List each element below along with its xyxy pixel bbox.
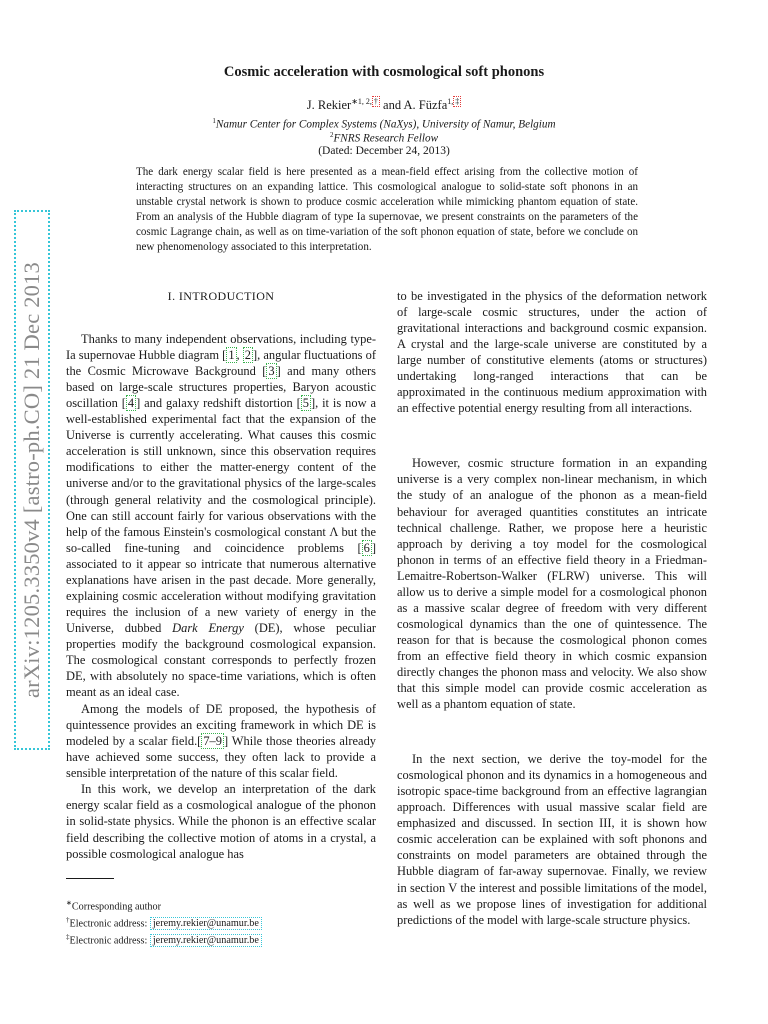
text-run: ] and many others based on large-scale structures properties, Baryon acoustic oscillation [	[66, 364, 376, 411]
footnote-rule	[66, 878, 114, 879]
left-column	[66, 288, 376, 862]
intro-paragraph-3: In this work, we develop an interpretation of the dark energy scalar field as a cosmological analogue of the phonon in solid-state physics. While the phonon is an effective scalar field describing the collective motion of atoms in a crystal, a possible cosmological analogue has	[66, 782, 376, 861]
footnote-text: Corresponding author	[71, 901, 162, 913]
citation-6[interactable]: 6	[363, 540, 370, 555]
arxiv-identifier-text: arXiv:1205.3350v4 [astro-ph.CO] 21 Dec 2013	[19, 261, 44, 699]
author-separator-fuzfa: and A. Füzfa	[379, 98, 448, 113]
citation-3[interactable]: 3	[268, 364, 275, 379]
right-column	[397, 288, 707, 928]
affiliation-2-text: FNRS Research Fellow	[333, 132, 439, 145]
affiliation-1-text: Namur Center for Complex Systems (NaXys), University of Namur, Belgium	[215, 118, 556, 131]
citation-1[interactable]: 1	[228, 348, 235, 363]
intro-paragraph-5: In the next section, we derive the toy-model for the cosmological phonon and its dynamics in a homogeneous and isotropic space-time background from an effective lagrangian approach. Differences with usual massive scalar field are emphasized and discussed. In section III, it is shown how cosmic acceleration can be explained with soft phonons and constraints on model parameters are obtained through the Hubble diagram of far-away supernovae. Finally, we review in section V the interest and possible limitations of the model, as well as we propose lines of investigation for additional predictions of the model with large-scale structure physics.	[397, 752, 707, 927]
intro-paragraph-1	[66, 331, 376, 700]
email-link-2[interactable]: jeremy.rekier@unamur.be	[150, 934, 262, 947]
footnote-email-1	[66, 914, 386, 931]
text-run: ] While those theories already have achieved some success, they often lack to provide a sensible interpretation of the nature of this scalar field.	[66, 733, 377, 780]
abstract-text: The dark energy scalar field is here presented as a mean-field effect arising from the collective motion of interacting structures on an expanding lattice. This cosmological analogue to solid-state soft phonons in an unstable crystal network is shown to produce cosmic acceleration while mimicking phantom equation of state. From an analysis of the Hubble diagram of type Ia supernovae, we present constraints on the parameters of the cosmic Lagrange chain, as well as on time-variation of the soft phonon equation of state, before we conclude on new phenomenology associated to this interpretation.	[136, 166, 638, 254]
text-run: ,	[236, 348, 243, 363]
citation-4[interactable]: 4	[127, 396, 135, 411]
footnote-link-double-dagger[interactable]: ‡	[455, 97, 460, 106]
paper-title: Cosmic acceleration with cosmological soft phonons	[223, 64, 545, 80]
author-rekier-marks: ∗1, 2,	[351, 97, 372, 106]
affiliation-2	[0, 131, 768, 145]
author-line	[0, 97, 768, 113]
citation-2[interactable]: 2	[244, 348, 251, 363]
footnote-mark: †	[66, 915, 70, 924]
emphasis-dark-energy: Dark Energy	[172, 620, 244, 635]
text-run: ], it is now a well-established experimental fact that the expansion of the Universe is currently accelerating. What causes this cosmic acceleration is still unknown, since this observation requires modifications to either the matter-energy content of the universe and/or to the gravitational physics of the large-scales (through general relativity and the cosmological principle). One can still account fairly for various observations with the help of the famous Einstein's cosmological constant Λ but the so-called fine-tuning and coincidence problems [	[66, 396, 376, 555]
section-heading-introduction: I. INTRODUCTION	[167, 289, 275, 303]
author-fuzfa-marks: 1,	[447, 97, 454, 106]
text-run: Thanks to many independent observations, including type-Ia supernovae Hubble diagram [	[66, 332, 376, 363]
footnote-label: Electronic address:	[69, 935, 150, 947]
footnote-mark: ∗	[66, 899, 72, 907]
text-run: ] and galaxy redshift distortion [	[136, 396, 301, 411]
affiliation-2-mark: 2	[329, 131, 334, 139]
intro-paragraph-2	[66, 701, 376, 781]
dated-line: (Dated: December 24, 2013)	[318, 145, 450, 157]
affiliation-1	[0, 117, 768, 131]
footnote-link-dagger[interactable]: †	[373, 97, 378, 106]
text-run: (DE), whose peculiar properties modify the background cosmological expansion. The cosmological constant corresponds to perfectly frozen DE, with absolutely no space-time variations, which is often meant as an ideal case.	[66, 620, 376, 700]
text-run: ], angular fluctuations of the Cosmic Microwave Background [	[66, 348, 376, 379]
footnote-email-2	[66, 931, 386, 948]
arxiv-identifier-stamp[interactable]	[14, 210, 50, 750]
citation-5[interactable]: 5	[302, 396, 309, 411]
text-run: ] associated to it appear so intricate that numerous alternative explanations have arisen in the past decade. More generally, explaining cosmic acceleration without modifying gravitation requires the inclusion of a new variety of energy in the Universe, dubbed	[66, 540, 376, 635]
author-rekier: J. Rekier	[306, 98, 352, 113]
abstract	[136, 165, 638, 256]
footnote-mark: ‡	[66, 932, 70, 941]
footnote-label: Electronic address:	[69, 918, 150, 930]
citation-7-9[interactable]: 7–9	[203, 733, 222, 748]
intro-paragraph-4: However, cosmic structure formation in an expanding universe is a very complex non-linear mechanism, in which the study of an analogue of the phonon as a mean-field behaviour for averaged quantities constitutes an intricate technical challenge. Rather, we propose here a heuristic approach by deriving a toy model for the cosmological phonon in terms of an effective field theory in a Friedman-Lemaitre-Robertson-Walker (FLRW) universe. This will allow us to derive a simple model for a cosmological phonon as a massive scalar degree of freedom with very different cosmological dynamics than the one of quintessence. The reason for that is because the cosmological phonon comes from an effective field theory in which cosmic expansion directly changes the phonon mass and velocity. We also show that this simple model can provide cosmic acceleration as well as a phantom equation of state.	[397, 456, 707, 712]
footnote-corresponding	[66, 897, 386, 914]
email-link-1[interactable]: jeremy.rekier@unamur.be	[150, 917, 262, 930]
text-run: Among the models of DE proposed, the hypothesis of quintessence provides an exciting framework in which DE is modeled by a scalar field.[	[66, 701, 376, 748]
affiliation-1-mark: 1	[212, 117, 216, 125]
footnotes	[66, 897, 386, 948]
intro-paragraph-3-continued: to be investigated in the physics of the deformation network of large-scale cosmic structures, under the action of gravitational interactions and background cosmic expansion. A crystal and the large-scale universe are constituted by a large number of constitutive elements (atoms or structures) undertaking long-ranged interactions that can be approximated in the continuous medium approximation with an effective potential energy resulting from all interactions.	[397, 289, 707, 416]
